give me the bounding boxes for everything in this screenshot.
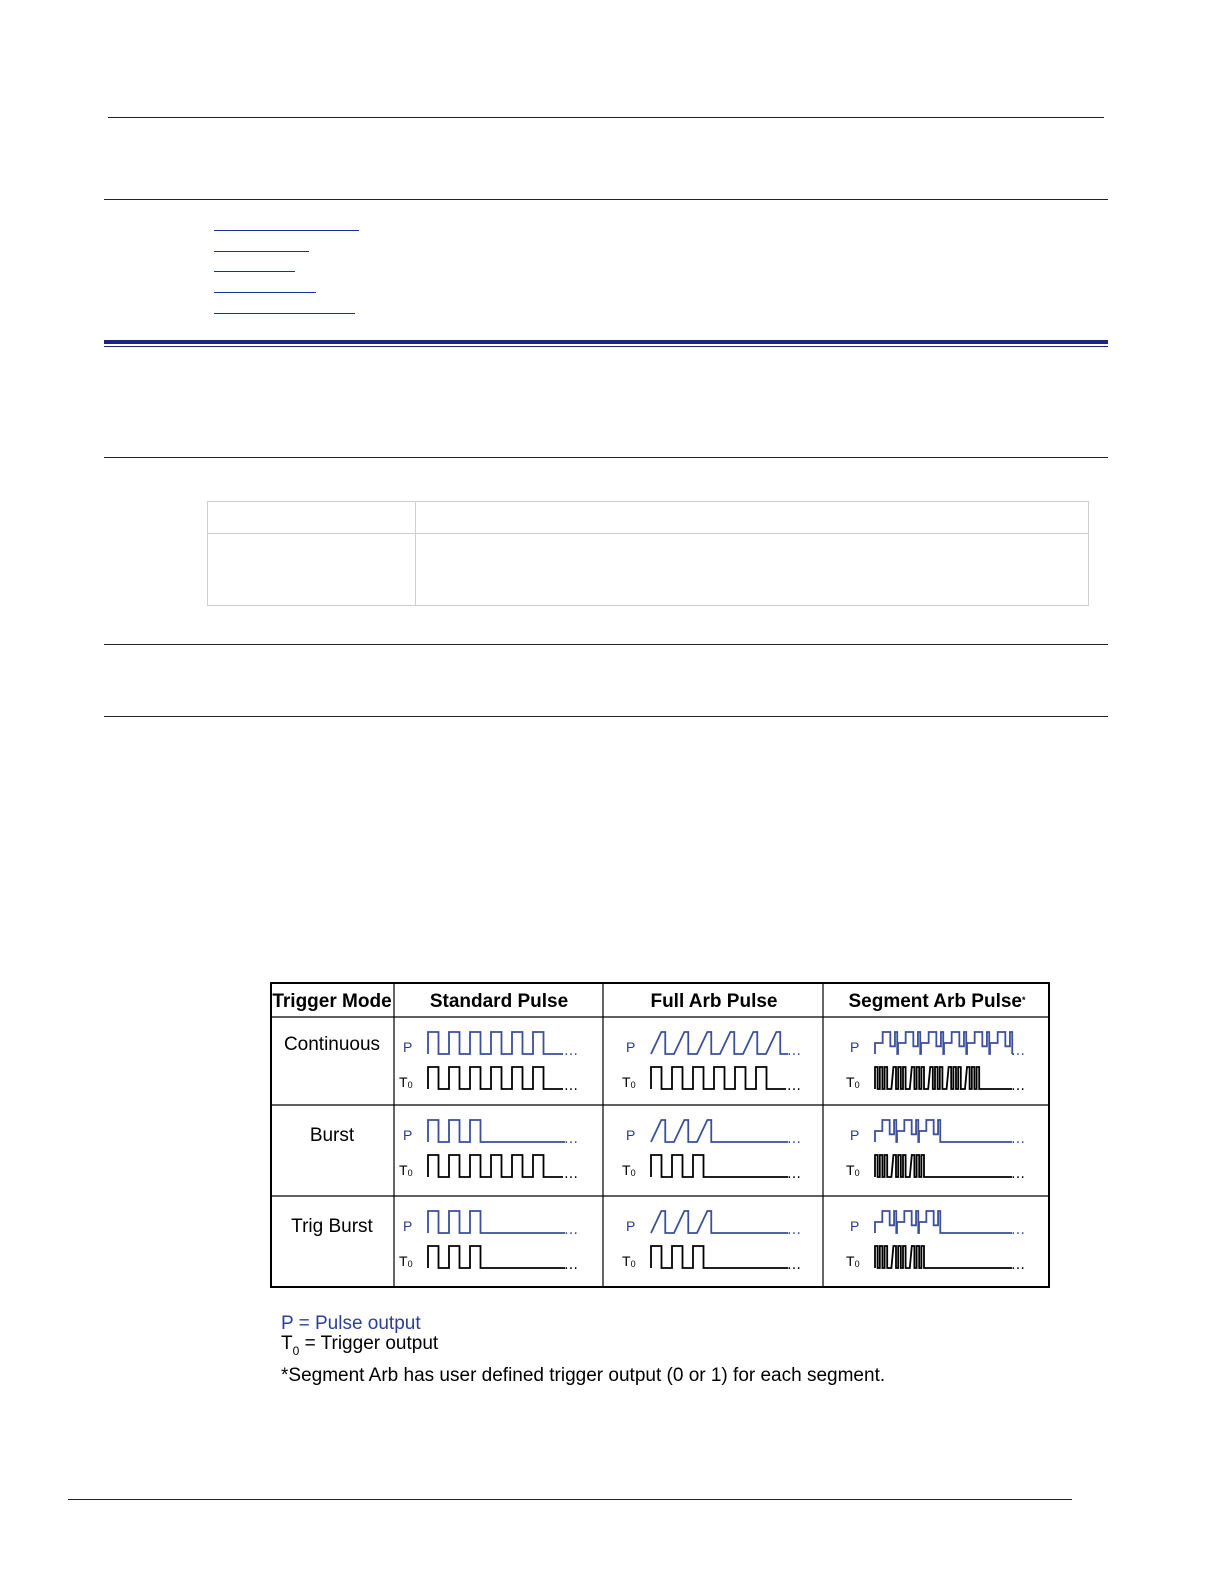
link-underline-2[interactable] <box>214 251 309 252</box>
top-rule <box>108 117 1104 118</box>
pulse-label-trig-burst-full-arb: P <box>626 1218 636 1234</box>
header-trigger-mode: Trigger Mode <box>272 991 392 1012</box>
legend-segment-note: *Segment Arb has user defined trigger output (0 or 1) for each segment. <box>281 1365 886 1386</box>
trigger-label-trig-burst-segment-arb: $T_0$ <box>846 1253 860 1269</box>
row-label-continuous: Continuous <box>283 1034 381 1055</box>
row-label-burst: Burst <box>309 1125 355 1146</box>
pulse-label-burst-segment-arb: P <box>850 1127 860 1143</box>
footer-rule <box>68 1499 1072 1500</box>
trigger-ellipsis-continuous-standard: … <box>564 1078 578 1094</box>
pulse-ellipsis-continuous-segment-arb: … <box>1011 1043 1025 1059</box>
trigger-label-continuous-full-arb: $T_0$ <box>622 1074 636 1090</box>
pulse-waveform-continuous-segment-arb <box>875 1032 1012 1054</box>
pulse-waveform-trig-burst-standard <box>428 1211 565 1233</box>
pulse-label-continuous-full-arb: P <box>626 1039 636 1055</box>
trigger-waveform-burst-segment-arb <box>875 1155 1012 1177</box>
trigger-label-continuous-standard: $T_0$ <box>399 1074 413 1090</box>
trigger-mode-diagram <box>270 982 1050 1288</box>
trigger-waveform-continuous-standard <box>428 1067 563 1089</box>
table-row-divider <box>208 533 1088 534</box>
header-standard-pulse: Standard Pulse <box>429 991 569 1012</box>
heading-double-rule-thin <box>104 346 1108 347</box>
section-rule-3 <box>104 644 1108 645</box>
trigger-waveform-trig-burst-standard <box>428 1246 565 1268</box>
table-column-divider <box>415 502 416 605</box>
link-underline-3[interactable] <box>214 271 295 272</box>
pulse-ellipsis-trig-burst-segment-arb: … <box>1011 1222 1025 1238</box>
link-underline-5[interactable] <box>214 313 355 314</box>
pulse-ellipsis-trig-burst-standard: … <box>564 1222 578 1238</box>
trigger-label-trig-burst-full-arb: $T_0$ <box>622 1253 636 1269</box>
pulse-ellipsis-burst-standard: … <box>564 1131 578 1147</box>
pulse-label-continuous-standard: P <box>403 1039 413 1055</box>
pulse-ellipsis-trig-burst-full-arb: … <box>787 1222 801 1238</box>
trigger-label-burst-segment-arb: $T_0$ <box>846 1162 860 1178</box>
heading-double-rule-thick <box>104 340 1108 344</box>
link-underline-1[interactable] <box>214 230 359 231</box>
pulse-label-trig-burst-segment-arb: P <box>850 1218 860 1234</box>
link-underline-4[interactable] <box>214 292 316 293</box>
pulse-label-burst-full-arb: P <box>626 1127 636 1143</box>
trigger-waveform-trig-burst-segment-arb <box>875 1246 1012 1268</box>
pulse-ellipsis-continuous-standard: … <box>564 1043 578 1059</box>
section-rule-1 <box>104 199 1108 200</box>
trigger-ellipsis-continuous-full-arb: … <box>787 1078 801 1094</box>
trigger-ellipsis-burst-standard: … <box>564 1166 578 1182</box>
pulse-waveform-trig-burst-segment-arb <box>875 1211 1012 1233</box>
legend-pulse-output: P = Pulse output <box>281 1313 421 1334</box>
trigger-ellipsis-trig-burst-full-arb: … <box>787 1257 801 1273</box>
trigger-ellipsis-burst-full-arb: … <box>787 1166 801 1182</box>
pulse-waveform-burst-standard <box>428 1120 565 1142</box>
trigger-label-burst-standard: $T_0$ <box>399 1162 413 1178</box>
trigger-ellipsis-trig-burst-segment-arb: … <box>1011 1257 1025 1273</box>
pulse-waveform-burst-full-arb <box>651 1120 788 1142</box>
trigger-waveform-burst-full-arb <box>651 1155 788 1177</box>
section-rule-2 <box>104 457 1108 458</box>
legend-trigger-output: $T_0$ = Trigger output <box>281 1333 439 1358</box>
trigger-label-trig-burst-standard: $T_0$ <box>399 1253 413 1269</box>
pulse-label-continuous-segment-arb: P <box>850 1039 860 1055</box>
pulse-waveform-trig-burst-full-arb <box>651 1211 788 1233</box>
pulse-waveform-continuous-standard <box>428 1032 563 1054</box>
header-full-arb-pulse: Full Arb Pulse <box>650 991 778 1012</box>
empty-info-table <box>207 501 1089 606</box>
pulse-waveform-continuous-full-arb <box>651 1032 788 1054</box>
pulse-ellipsis-burst-full-arb: … <box>787 1131 801 1147</box>
row-label-trig-burst: Trig Burst <box>291 1216 373 1237</box>
trigger-waveform-continuous-segment-arb <box>875 1067 1012 1089</box>
trigger-ellipsis-continuous-segment-arb: … <box>1011 1078 1025 1094</box>
trigger-ellipsis-burst-segment-arb: … <box>1011 1166 1025 1182</box>
asterisk-mark: * <box>1022 995 1026 1005</box>
pulse-waveform-burst-segment-arb <box>875 1120 1012 1142</box>
trigger-waveform-trig-burst-full-arb <box>651 1246 788 1268</box>
pulse-label-trig-burst-standard: P <box>403 1218 413 1234</box>
pulse-ellipsis-burst-segment-arb: … <box>1011 1131 1025 1147</box>
trigger-ellipsis-trig-burst-standard: … <box>564 1257 578 1273</box>
trigger-label-burst-full-arb: $T_0$ <box>622 1162 636 1178</box>
trigger-label-continuous-segment-arb: $T_0$ <box>846 1074 860 1090</box>
header-segment-arb-pulse: Segment Arb Pulse* <box>848 991 1026 1012</box>
pulse-ellipsis-continuous-full-arb: … <box>787 1043 801 1059</box>
pulse-label-burst-standard: P <box>403 1127 413 1143</box>
trigger-waveform-burst-standard <box>428 1155 563 1177</box>
section-rule-4 <box>104 716 1108 717</box>
trigger-waveform-continuous-full-arb <box>651 1067 786 1089</box>
